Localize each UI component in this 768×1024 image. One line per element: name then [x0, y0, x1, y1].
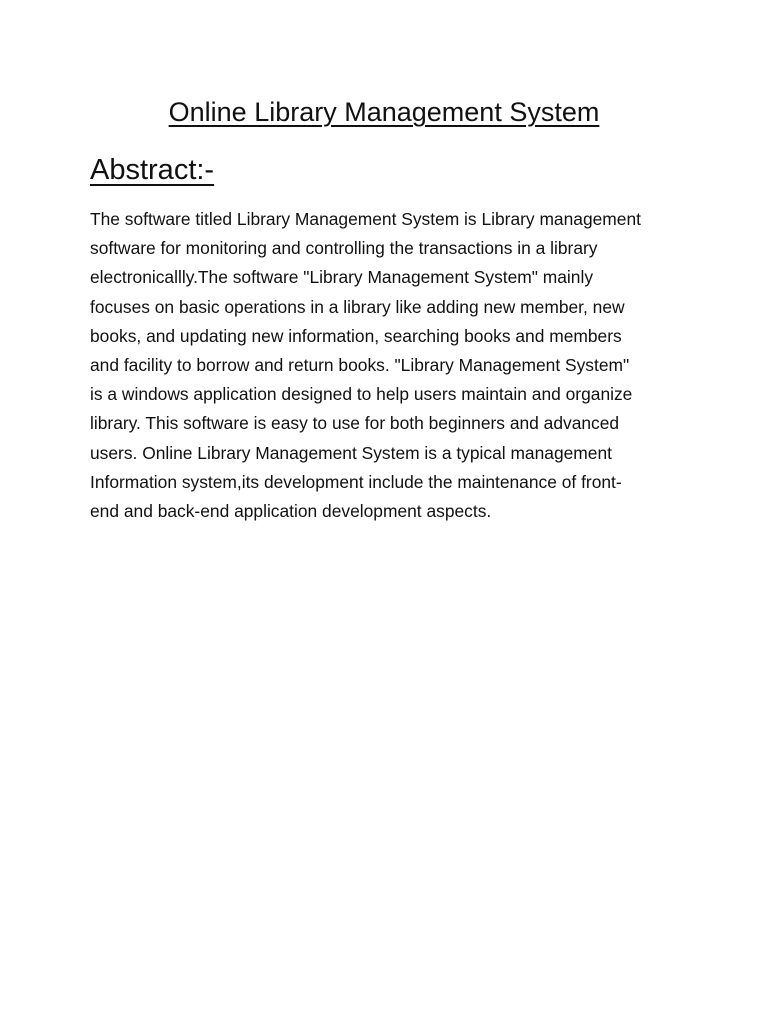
abstract-paragraph [90, 205, 710, 526]
paragraph-line: end and back-end application development aspects. [90, 500, 492, 521]
paragraph-line: The software titled Library Management System is Library management [90, 209, 641, 229]
paragraph-line: books, and updating new information, searching books and members [90, 325, 622, 346]
paragraph-line: library. This software is easy to use for both beginners and advanced [90, 413, 620, 434]
paragraph-line: electronicallly.The software "Library Management System" mainly [90, 267, 594, 288]
paragraph-line: software for monitoring and controlling the transactions in a library [90, 238, 598, 259]
document-title: Online Library Management System [168, 97, 600, 127]
paragraph-line: focuses on basic operations in a library like adding new member, new [90, 296, 625, 317]
paragraph-line: is a windows application designed to help users maintain and organize [90, 384, 633, 405]
paragraph-line: and facility to borrow and return books. "Library Management System" [90, 354, 630, 375]
abstract-heading: Abstract:- [90, 154, 215, 186]
paragraph-line: users. Online Library Management System is a typical management [90, 442, 612, 463]
paragraph-line: Information system,its development include the maintenance of front- [90, 471, 622, 492]
